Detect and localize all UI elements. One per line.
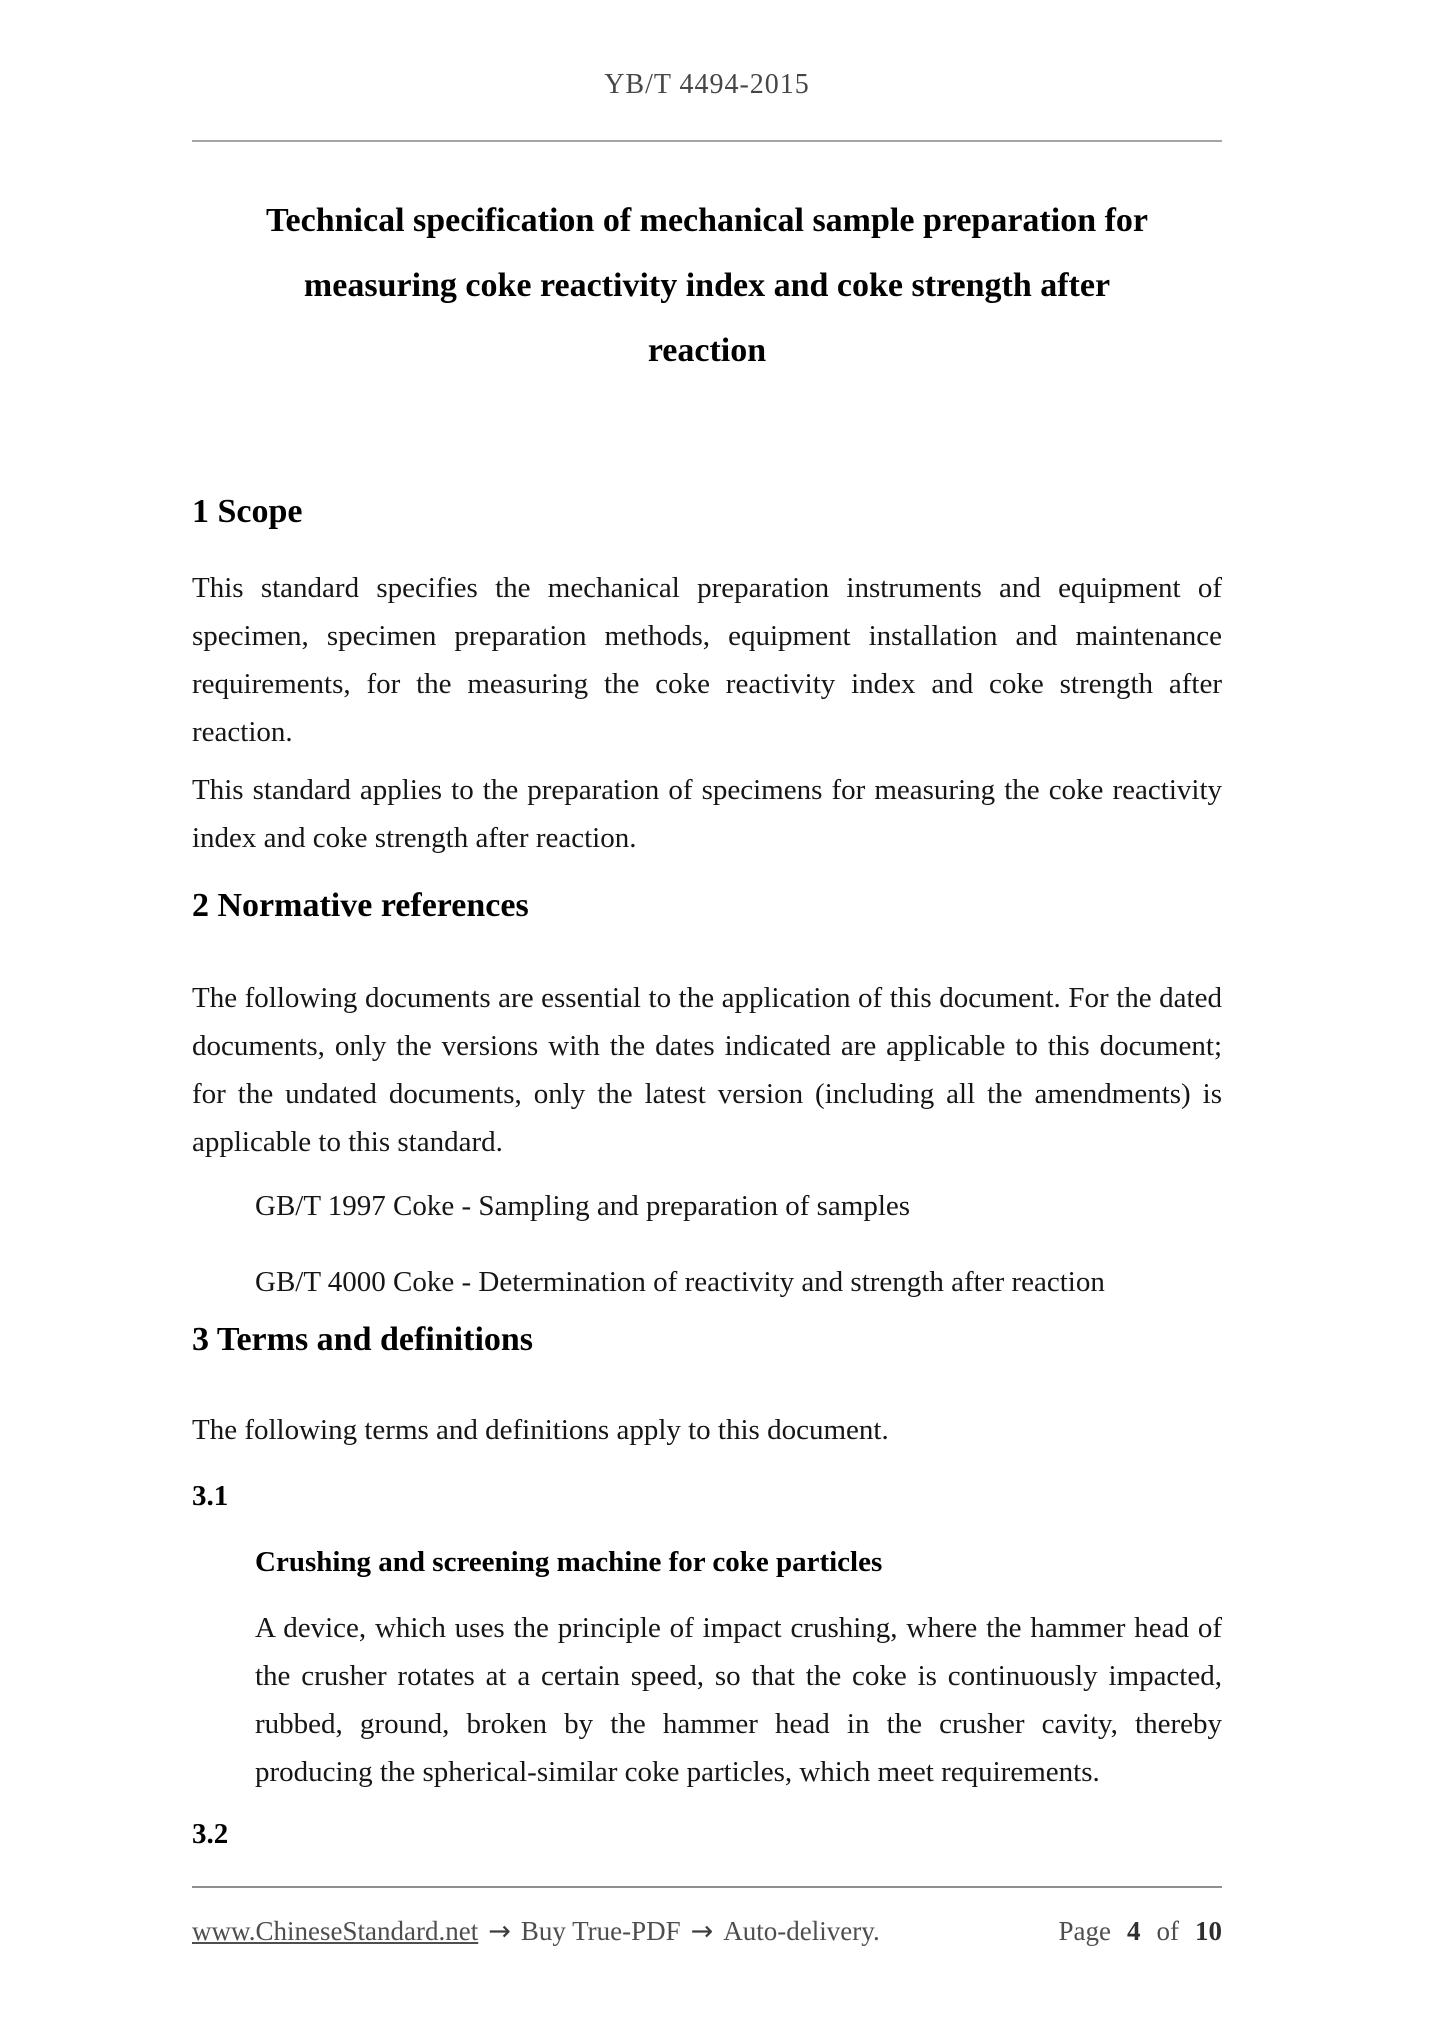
footer-row bbox=[192, 1914, 1222, 1949]
footer-buy-text: Buy True-PDF bbox=[520, 1916, 681, 1946]
section-heading-terms-definitions: 3 Terms and definitions bbox=[192, 1321, 534, 1358]
term-definition-3-1: A device, which uses the principle of impact crushing, where the hammer head of the crusher rotates at a certain speed, so that the coke is continuously impacted, rubbed, ground, broken by the hammer head in the crusher cavity, thereby producing the spherical-similar coke particles, which meet requirements. bbox=[255, 1612, 1222, 1788]
arrow-right-icon: → bbox=[690, 1916, 714, 1947]
arrow-right-icon: → bbox=[488, 1916, 511, 1947]
document-content bbox=[192, 0, 1222, 1854]
scope-paragraph-1: This standard specifies the mechanical preparation instruments and equipment of specimen, specimen preparation methods, equipment installation and maintenance requirements, for the measuring the coke reactivity index and coke strength after reaction. bbox=[192, 572, 1222, 748]
document-title-line-3: reaction bbox=[647, 332, 767, 369]
term-number-3-2: 3.2 bbox=[192, 1818, 229, 1850]
footer-source bbox=[192, 1914, 880, 1949]
document-title-line-2: measuring coke reactivity index and coke strength after bbox=[303, 267, 1111, 304]
page-current: 4 bbox=[1127, 1916, 1141, 1946]
document-title bbox=[192, 188, 1222, 383]
normative-reference-2: GB/T 4000 Coke - Determination of reactivity and strength after reaction bbox=[255, 1266, 1105, 1298]
term-name-3-1: Crushing and screening machine for coke particles bbox=[255, 1546, 883, 1578]
normative-reference-1: GB/T 1997 Coke - Sampling and preparation of samples bbox=[255, 1190, 911, 1222]
page-total: 10 bbox=[1195, 1916, 1222, 1946]
footer-delivery-text: Auto-delivery. bbox=[723, 1916, 880, 1946]
term-number-3-1: 3.1 bbox=[192, 1480, 229, 1512]
document-title-line-1: Technical specification of mechanical sample preparation for bbox=[265, 202, 1149, 239]
normative-intro-paragraph: The following documents are essential to the application of this document. For the dated documents, only the versions with the dates indicated are applicable to this document; for the undated documents, only the latest version (including all the amendments) is applicable to this standard. bbox=[192, 982, 1222, 1158]
terms-intro-paragraph: The following terms and definitions apply to this document. bbox=[192, 1414, 889, 1446]
page-footer bbox=[192, 1886, 1222, 1949]
page-label: Page bbox=[1058, 1916, 1111, 1946]
page-number bbox=[1059, 1914, 1222, 1948]
section-heading-normative-references: 2 Normative references bbox=[192, 887, 529, 924]
standard-code: YB/T 4494-2015 bbox=[604, 69, 810, 100]
page-of-label: of bbox=[1156, 1916, 1179, 1946]
section-heading-scope: 1 Scope bbox=[192, 493, 303, 530]
scope-paragraph-2: This standard applies to the preparation of specimens for measuring the coke reactivity index and coke strength after reaction. bbox=[192, 774, 1222, 854]
header-divider bbox=[192, 140, 1222, 142]
website-link[interactable]: www.ChineseStandard.net bbox=[192, 1916, 479, 1946]
